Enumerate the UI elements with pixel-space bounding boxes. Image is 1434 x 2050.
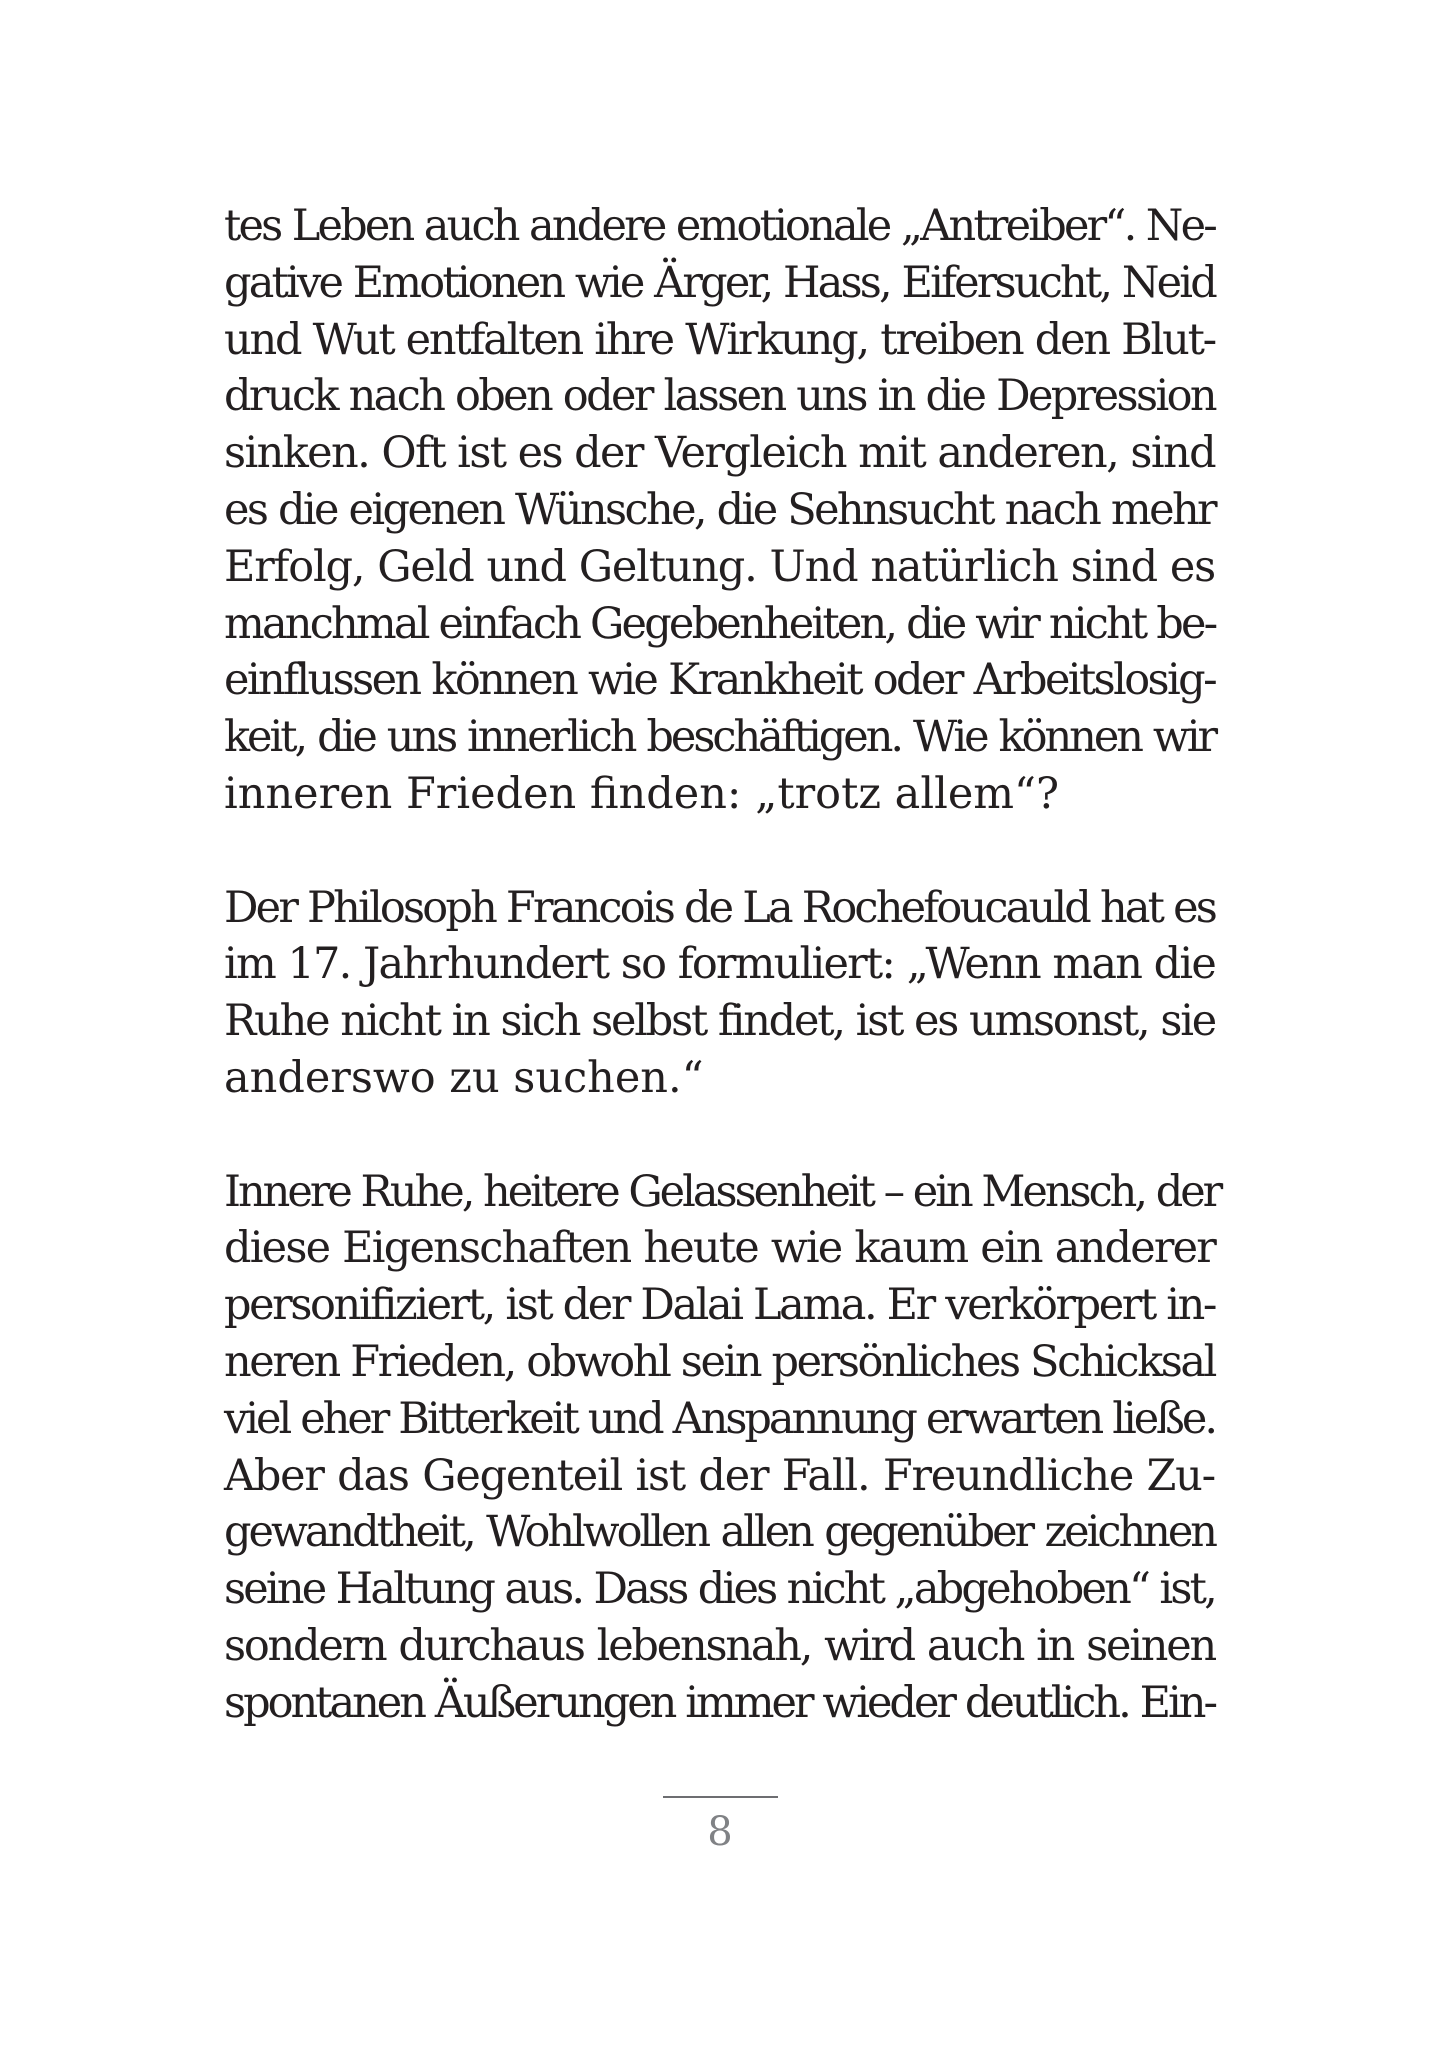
text-line: sondern durchaus lebensnah, wird auch in seinen <box>224 1620 1215 1671</box>
text-line: inneren Frieden finden: „trotz allem“? <box>224 768 1060 819</box>
paragraph-1 <box>224 198 1215 823</box>
text-line: im 17. Jahrhundert so formuliert: „Wenn man die <box>224 939 1215 990</box>
text-line: keit, die uns innerlich beschäftigen. Wie können wir <box>224 712 1215 763</box>
page-number-rule <box>663 1796 778 1798</box>
text-line: Innere Ruhe, heitere Gelassenheit – ein Mensch, der <box>224 1166 1221 1217</box>
text-line: es die eigenen Wünsche, die Sehnsucht nach mehr <box>224 484 1215 535</box>
page-number: 8 <box>707 1809 733 1855</box>
text-line: Aber das Gegenteil ist der Fall. Freundliche Zu- <box>224 1450 1215 1501</box>
text-line: Der Philosoph Francois de La Rochefoucauld hat es <box>224 882 1215 933</box>
text-line: diese Eigenschaften heute wie kaum ein anderer <box>224 1223 1215 1274</box>
text-line: gewandtheit, Wohlwollen allen gegenüber zeichnen <box>224 1507 1215 1558</box>
text-line: und Wut entfalten ihre Wirkung, treiben den Blut- <box>224 314 1215 365</box>
text-line: druck nach oben oder lassen uns in die Depression <box>224 371 1215 422</box>
text-line: Erfolg, Geld und Geltung. Und natürlich sind es <box>224 541 1215 592</box>
text-line: neren Frieden, obwohl sein persönliches Schicksal <box>224 1336 1215 1387</box>
paragraph-3 <box>224 1164 1221 1732</box>
body-text <box>224 198 1221 1732</box>
text-line: Ruhe nicht in sich selbst findet, ist es umsonst, sie <box>224 996 1215 1047</box>
text-line: sinken. Oft ist es der Vergleich mit anderen, sind <box>224 428 1215 479</box>
text-line: manchmal einfach Gegebenheiten, die wir nicht be- <box>224 598 1216 649</box>
text-line: anderswo zu suchen.“ <box>224 1052 704 1103</box>
text-line: spontanen Äußerungen immer wieder deutlich. Ein- <box>224 1677 1215 1728</box>
text-line: viel eher Bitterkeit und Anspannung erwarten ließe. <box>224 1393 1215 1444</box>
text-line: einflussen können wie Krankheit oder Arbeitslosig- <box>224 655 1215 706</box>
text-line: gative Emotionen wie Ärger, Hass, Eifersucht, Neid <box>224 257 1215 308</box>
text-line: personifiziert, ist der Dalai Lama. Er verkörpert in- <box>224 1280 1215 1331</box>
text-line: tes Leben auch andere emotionale „Antreiber“. Ne- <box>224 201 1215 251</box>
paragraph-gap <box>224 823 1215 880</box>
paragraph-2 <box>224 880 1215 1107</box>
paragraph-gap <box>224 1107 1215 1164</box>
text-line: seine Haltung aus. Dass dies nicht „abgehoben“ ist, <box>224 1564 1215 1615</box>
